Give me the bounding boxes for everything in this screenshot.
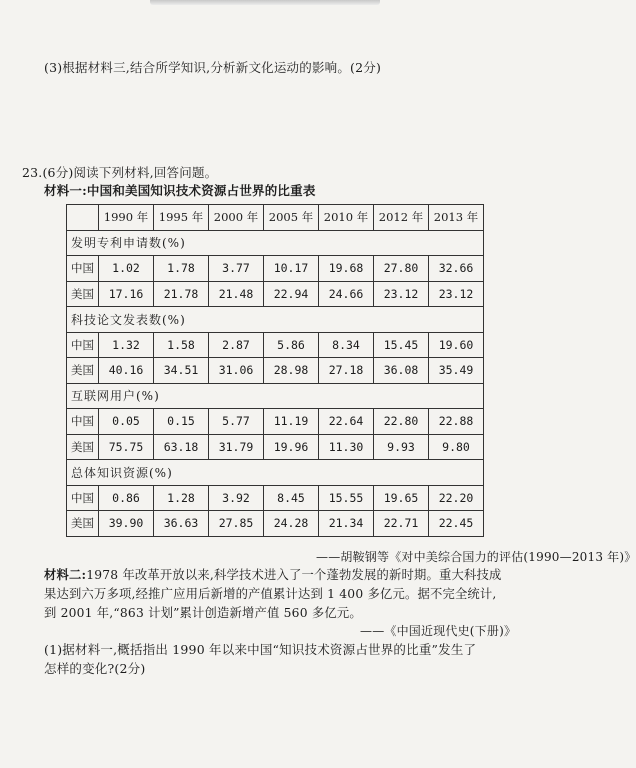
- value-cell: 36.63: [154, 511, 209, 537]
- value-cell: 5.86: [264, 332, 319, 358]
- question-3-text: (3)根据材料三,结合所学知识,分析新文化运动的影响。(2分): [44, 60, 382, 75]
- country-label: 美国: [67, 281, 99, 307]
- table-row: [67, 332, 484, 358]
- value-cell: 32.66: [429, 256, 484, 282]
- year-header-cell: 1990 年: [99, 205, 154, 231]
- value-cell: 27.85: [209, 511, 264, 537]
- page-top-shadow: [150, 0, 380, 5]
- country-label: 美国: [67, 358, 99, 384]
- value-cell: 22.20: [429, 485, 484, 511]
- value-cell: 11.30: [319, 434, 374, 460]
- value-cell: 24.28: [264, 511, 319, 537]
- value-cell: 0.15: [154, 409, 209, 435]
- year-header-cell: 1995 年: [154, 205, 209, 231]
- value-cell: 21.48: [209, 281, 264, 307]
- value-cell: 1.58: [154, 332, 209, 358]
- country-label: 中国: [67, 409, 99, 435]
- value-cell: 22.64: [319, 409, 374, 435]
- value-cell: 19.60: [429, 332, 484, 358]
- table-row: [67, 511, 484, 537]
- value-cell: 22.80: [374, 409, 429, 435]
- value-cell: 35.49: [429, 358, 484, 384]
- value-cell: 31.79: [209, 434, 264, 460]
- year-header-cell: 2000 年: [209, 205, 264, 231]
- country-label: 中国: [67, 332, 99, 358]
- material-2-source: ——《中国近现代史(下册)》: [360, 624, 517, 638]
- value-cell: 22.71: [374, 511, 429, 537]
- value-cell: 75.75: [99, 434, 154, 460]
- value-cell: 10.17: [264, 256, 319, 282]
- table-row: [67, 434, 484, 460]
- group-title-row: [67, 307, 484, 333]
- year-header-cell: 2005 年: [264, 205, 319, 231]
- value-cell: 1.32: [99, 332, 154, 358]
- value-cell: 21.34: [319, 511, 374, 537]
- group-title-row: [67, 230, 484, 256]
- group-title: 科技论文发表数(%): [67, 307, 484, 333]
- table-row: [67, 358, 484, 384]
- table-row: [67, 281, 484, 307]
- table-row: [67, 256, 484, 282]
- country-label: 美国: [67, 511, 99, 537]
- value-cell: 27.80: [374, 256, 429, 282]
- material-2-paragraph: [44, 565, 504, 623]
- value-cell: 22.88: [429, 409, 484, 435]
- value-cell: 8.34: [319, 332, 374, 358]
- material-1-source: ——胡鞍钢等《对中美综合国力的评估(1990—2013 年)》: [316, 550, 636, 564]
- question-23-title: 23.(6分)阅读下列材料,回答问题。: [22, 165, 218, 180]
- value-cell: 17.16: [99, 281, 154, 307]
- value-cell: 63.18: [154, 434, 209, 460]
- material-2-text: 1978 年改革开放以来,科学技术进入了一个蓬勃发展的新时期。重大科技成果达到六万多项,经推广应用后新增的产值累计达到 1 400 多亿元。据不完全统计,到 2001 年,“863 计划”累计创造新增产值 560 多亿元。: [44, 568, 502, 620]
- material-1-title: 材料一:中国和美国知识技术资源占世界的比重表: [44, 183, 316, 198]
- value-cell: 40.16: [99, 358, 154, 384]
- value-cell: 28.98: [264, 358, 319, 384]
- year-header-cell: 2010 年: [319, 205, 374, 231]
- value-cell: 15.55: [319, 485, 374, 511]
- value-cell: 2.87: [209, 332, 264, 358]
- value-cell: 27.18: [319, 358, 374, 384]
- value-cell: 0.05: [99, 409, 154, 435]
- year-header-cell: 2013 年: [429, 205, 484, 231]
- table-row: [67, 485, 484, 511]
- value-cell: 39.90: [99, 511, 154, 537]
- value-cell: 36.08: [374, 358, 429, 384]
- country-label: 美国: [67, 434, 99, 460]
- value-cell: 22.94: [264, 281, 319, 307]
- group-title-row: [67, 383, 484, 409]
- value-cell: 3.77: [209, 256, 264, 282]
- material-2-label: 材料二:: [44, 567, 87, 582]
- value-cell: 0.86: [99, 485, 154, 511]
- value-cell: 31.06: [209, 358, 264, 384]
- knowledge-resource-table: [66, 204, 484, 537]
- value-cell: 1.28: [154, 485, 209, 511]
- group-title: 互联网用户(%): [67, 383, 484, 409]
- value-cell: 23.12: [429, 281, 484, 307]
- group-title: 总体知识资源(%): [67, 460, 484, 486]
- country-label: 中国: [67, 485, 99, 511]
- value-cell: 11.19: [264, 409, 319, 435]
- value-cell: 19.65: [374, 485, 429, 511]
- value-cell: 22.45: [429, 511, 484, 537]
- value-cell: 9.93: [374, 434, 429, 460]
- year-header-cell: 2012 年: [374, 205, 429, 231]
- value-cell: 24.66: [319, 281, 374, 307]
- value-cell: 1.78: [154, 256, 209, 282]
- year-header-row: [67, 205, 484, 231]
- value-cell: 9.80: [429, 434, 484, 460]
- corner-cell: [67, 205, 99, 231]
- value-cell: 34.51: [154, 358, 209, 384]
- table-row: [67, 409, 484, 435]
- group-title-row: [67, 460, 484, 486]
- value-cell: 5.77: [209, 409, 264, 435]
- value-cell: 19.68: [319, 256, 374, 282]
- value-cell: 19.96: [264, 434, 319, 460]
- sub-question-1: (1)据材料一,概括指出 1990 年以来中国“知识技术资源占世界的比重”发生了怎样的变化?(2分): [44, 642, 477, 676]
- value-cell: 23.12: [374, 281, 429, 307]
- value-cell: 3.92: [209, 485, 264, 511]
- value-cell: 21.78: [154, 281, 209, 307]
- country-label: 中国: [67, 256, 99, 282]
- group-title: 发明专利申请数(%): [67, 230, 484, 256]
- value-cell: 8.45: [264, 485, 319, 511]
- value-cell: 15.45: [374, 332, 429, 358]
- value-cell: 1.02: [99, 256, 154, 282]
